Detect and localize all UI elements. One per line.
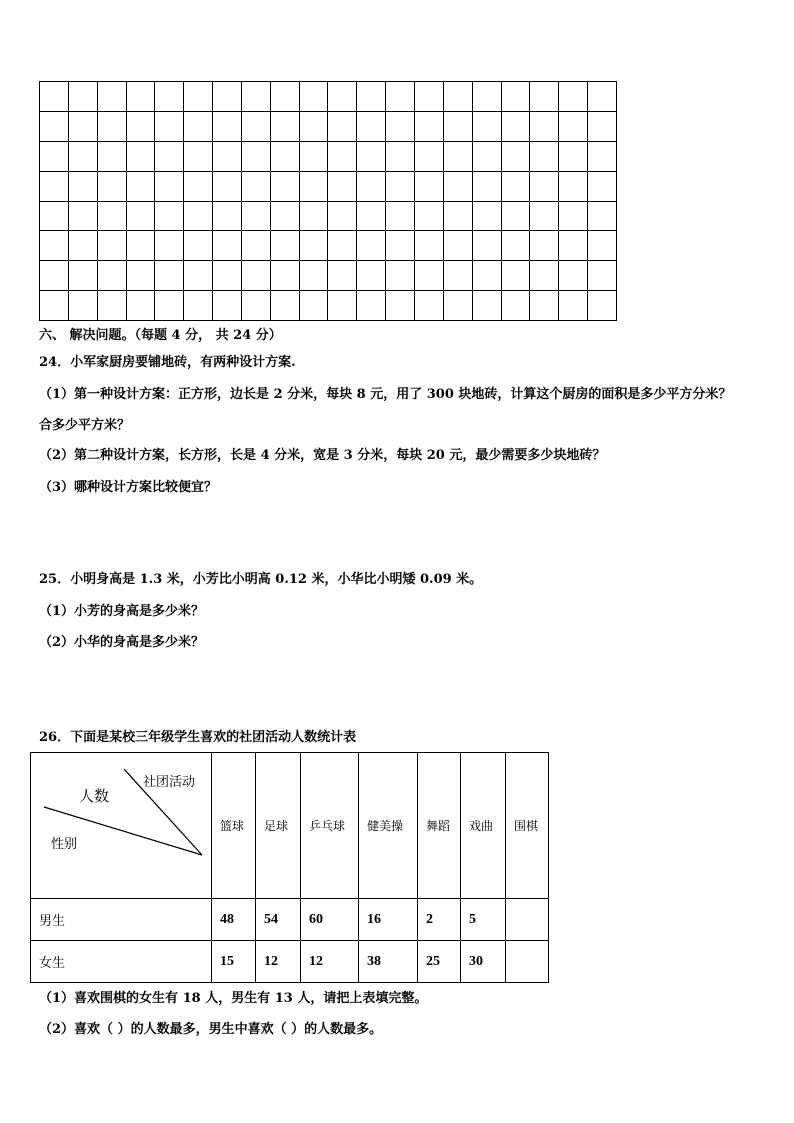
grid-cell	[241, 82, 270, 112]
grid-cell	[40, 231, 69, 261]
grid-cell	[68, 201, 97, 231]
grid-cell	[213, 261, 242, 291]
table-cell: 38	[359, 941, 418, 983]
table-row-boys	[31, 899, 549, 941]
grid-cell	[97, 141, 126, 171]
q25-part1: （1）小芳的身高是多少米？	[39, 604, 205, 619]
grid-cell	[184, 261, 213, 291]
grid-cell	[357, 261, 386, 291]
grid-cell	[386, 201, 415, 231]
table-cell: 15	[212, 941, 256, 983]
grid-cell	[68, 171, 97, 201]
grid-cell	[472, 111, 501, 141]
grid-cell	[68, 111, 97, 141]
q24-part2: （2）第二种设计方案，长方形，长是 4 分米，宽是 3 分米，每块 20 元，最少需要多少块地砖？	[39, 448, 606, 463]
grid-cell	[414, 291, 443, 321]
table-cell: 2	[418, 899, 461, 941]
grid-cell	[501, 82, 530, 112]
grid-cell	[530, 171, 559, 201]
grid-cell	[328, 82, 357, 112]
grid-cell	[357, 291, 386, 321]
grid-cell	[40, 201, 69, 231]
grid-cell	[213, 171, 242, 201]
grid-cell	[299, 201, 328, 231]
column-header: 健美操	[359, 753, 418, 899]
table-header-row	[31, 753, 549, 899]
grid-cell	[270, 231, 299, 261]
grid-cell	[241, 291, 270, 321]
grid-cell	[588, 82, 617, 112]
grid-cell	[40, 82, 69, 112]
grid-cell	[414, 141, 443, 171]
grid-cell	[40, 111, 69, 141]
grid-cell	[443, 261, 472, 291]
grid-cell	[213, 231, 242, 261]
grid-cell	[357, 141, 386, 171]
grid-cell	[559, 111, 588, 141]
grid-cell	[213, 291, 242, 321]
grid-cell	[155, 171, 184, 201]
grid-cell	[357, 231, 386, 261]
grid-cell	[299, 261, 328, 291]
column-header: 围棋	[506, 753, 549, 899]
grid-cell	[559, 231, 588, 261]
grid-cell	[443, 231, 472, 261]
grid-cell	[414, 231, 443, 261]
q25-stem: 25．小明身高是 1.3 米，小芳比小明高 0.12 米，小华比小明矮 0.09 米。	[39, 572, 483, 587]
grid-cell	[443, 82, 472, 112]
grid-row	[40, 171, 617, 201]
grid-cell	[501, 201, 530, 231]
table-cell: 25	[418, 941, 461, 983]
grid-cell	[184, 111, 213, 141]
grid-cell	[443, 201, 472, 231]
grid-cell	[559, 291, 588, 321]
grid-cell	[328, 291, 357, 321]
grid-cell	[155, 82, 184, 112]
grid-cell	[213, 201, 242, 231]
grid-cell	[386, 111, 415, 141]
grid-cell	[184, 291, 213, 321]
grid-cell	[270, 171, 299, 201]
grid-cell	[530, 141, 559, 171]
grid-cell	[126, 171, 155, 201]
grid-cell	[559, 82, 588, 112]
grid-cell	[501, 291, 530, 321]
grid-cell	[299, 141, 328, 171]
grid-cell	[530, 82, 559, 112]
grid-cell	[588, 261, 617, 291]
grid-cell	[213, 141, 242, 171]
grid-cell	[588, 201, 617, 231]
grid-cell	[40, 141, 69, 171]
grid-cell	[299, 291, 328, 321]
grid-cell	[270, 291, 299, 321]
q24-part1: （1）第一种设计方案：正方形，边长是 2 分米，每块 8 元，用了 300 块地砖，计算这个厨房的面积是多少平方分米？	[39, 387, 732, 402]
grid-cell	[299, 231, 328, 261]
grid-cell	[184, 82, 213, 112]
grid-cell	[530, 201, 559, 231]
grid-cell	[414, 82, 443, 112]
table-cell: 5	[461, 899, 506, 941]
grid-cell	[299, 111, 328, 141]
grid-cell	[241, 171, 270, 201]
grid-cell	[213, 111, 242, 141]
grid-cell	[328, 111, 357, 141]
grid-cell	[386, 141, 415, 171]
grid-cell	[184, 201, 213, 231]
grid-cell	[357, 201, 386, 231]
grid-row	[40, 291, 617, 321]
grid-cell	[270, 111, 299, 141]
grid-cell	[414, 201, 443, 231]
grid-cell	[559, 201, 588, 231]
grid-cell	[588, 111, 617, 141]
grid-cell	[443, 171, 472, 201]
table-row-girls	[31, 941, 549, 983]
q25-part2: （2）小华的身高是多少米？	[39, 635, 205, 650]
column-header: 舞蹈	[418, 753, 461, 899]
q26-part2: （2）喜欢（ ）的人数最多，男生中喜欢（ ）的人数最多。	[39, 1022, 383, 1037]
grid-cell	[588, 171, 617, 201]
grid-cell	[126, 141, 155, 171]
grid-cell	[328, 261, 357, 291]
table-cell: 12	[301, 941, 359, 983]
q24-part3: （3）哪种设计方案比较便宜？	[39, 480, 218, 495]
grid-cell	[126, 201, 155, 231]
grid-cell	[588, 231, 617, 261]
grid-cell	[270, 141, 299, 171]
grid-cell	[299, 82, 328, 112]
grid-cell	[97, 201, 126, 231]
section-heading: 六、 解决问题。（每题 4 分， 共 24 分）	[39, 328, 282, 343]
table-cell: 54	[256, 899, 301, 941]
grid-cell	[68, 261, 97, 291]
grid-cell	[97, 261, 126, 291]
grid-cell	[501, 111, 530, 141]
grid-cell	[68, 231, 97, 261]
table-cell: 60	[301, 899, 359, 941]
grid-cell	[270, 261, 299, 291]
grid-cell	[155, 111, 184, 141]
grid-row	[40, 201, 617, 231]
grid-cell	[414, 111, 443, 141]
q24-part1-cont: 合多少平方米？	[39, 418, 131, 433]
column-header: 足球	[256, 753, 301, 899]
grid-cell	[68, 82, 97, 112]
grid-cell	[270, 82, 299, 112]
diagonal-header-cell	[31, 753, 212, 899]
row-header: 女生	[31, 941, 212, 983]
grid-cell	[97, 231, 126, 261]
club-stats-table	[30, 752, 549, 983]
grid-cell	[155, 261, 184, 291]
grid-cell	[559, 171, 588, 201]
grid-cell	[443, 111, 472, 141]
grid-cell	[472, 231, 501, 261]
grid-cell	[386, 261, 415, 291]
table-cell-blank[interactable]	[506, 941, 549, 983]
grid-cell	[126, 291, 155, 321]
writing-grid	[39, 81, 617, 321]
grid-cell	[155, 291, 184, 321]
grid-cell	[559, 141, 588, 171]
row-header: 男生	[31, 899, 212, 941]
grid-cell	[241, 261, 270, 291]
grid-cell	[155, 231, 184, 261]
grid-cell	[241, 201, 270, 231]
grid-cell	[472, 201, 501, 231]
grid-row	[40, 141, 617, 171]
grid-cell	[501, 171, 530, 201]
grid-cell	[270, 201, 299, 231]
grid-cell	[530, 261, 559, 291]
table-cell: 12	[256, 941, 301, 983]
grid-cell	[241, 141, 270, 171]
grid-cell	[443, 291, 472, 321]
grid-cell	[328, 141, 357, 171]
grid-cell	[213, 82, 242, 112]
grid-row	[40, 261, 617, 291]
grid-cell	[126, 261, 155, 291]
grid-cell	[328, 201, 357, 231]
grid-cell	[97, 291, 126, 321]
grid-cell	[472, 141, 501, 171]
q26-part1: （1）喜欢围棋的女生有 18 人，男生有 13 人，请把上表填完整。	[39, 991, 428, 1006]
grid-cell	[443, 141, 472, 171]
grid-cell	[40, 261, 69, 291]
grid-cell	[126, 231, 155, 261]
table-cell: 48	[212, 899, 256, 941]
grid-cell	[414, 171, 443, 201]
q26-stem: 26．下面是某校三年级学生喜欢的社团活动人数统计表	[39, 730, 357, 745]
table-cell: 30	[461, 941, 506, 983]
grid-cell	[241, 231, 270, 261]
column-header: 乒乓球	[301, 753, 359, 899]
grid-cell	[299, 171, 328, 201]
q24-stem: 24．小军家厨房要铺地砖，有两种设计方案.	[39, 355, 296, 370]
grid-row	[40, 111, 617, 141]
grid-row	[40, 82, 617, 112]
corner-label-count: 人数	[79, 787, 110, 805]
grid-cell	[155, 201, 184, 231]
grid-cell	[501, 141, 530, 171]
grid-cell	[184, 141, 213, 171]
table-cell-blank[interactable]	[506, 899, 549, 941]
grid-cell	[472, 82, 501, 112]
grid-cell	[126, 82, 155, 112]
grid-cell	[472, 171, 501, 201]
column-header: 篮球	[212, 753, 256, 899]
grid-cell	[501, 231, 530, 261]
grid-cell	[328, 171, 357, 201]
grid-cell	[40, 171, 69, 201]
grid-cell	[126, 111, 155, 141]
grid-cell	[386, 82, 415, 112]
grid-cell	[501, 261, 530, 291]
grid-cell	[97, 82, 126, 112]
grid-cell	[328, 231, 357, 261]
grid-cell	[357, 111, 386, 141]
column-header: 戏曲	[461, 753, 506, 899]
grid-cell	[530, 111, 559, 141]
corner-label-gender: 性别	[51, 837, 78, 852]
grid-cell	[68, 141, 97, 171]
corner-label-activity: 社团活动	[143, 775, 196, 790]
grid-cell	[97, 171, 126, 201]
grid-cell	[386, 291, 415, 321]
grid-cell	[472, 291, 501, 321]
grid-cell	[357, 171, 386, 201]
grid-cell	[588, 291, 617, 321]
grid-cell	[357, 82, 386, 112]
grid-cell	[155, 141, 184, 171]
table-cell: 16	[359, 899, 418, 941]
grid-row	[40, 231, 617, 261]
grid-cell	[414, 261, 443, 291]
grid-cell	[184, 171, 213, 201]
grid-cell	[40, 291, 69, 321]
grid-cell	[472, 261, 501, 291]
grid-cell	[184, 231, 213, 261]
grid-cell	[68, 291, 97, 321]
grid-cell	[386, 231, 415, 261]
grid-cell	[97, 111, 126, 141]
grid-cell	[386, 171, 415, 201]
grid-cell	[241, 111, 270, 141]
grid-cell	[530, 291, 559, 321]
grid-cell	[559, 261, 588, 291]
grid-cell	[588, 141, 617, 171]
grid-cell	[530, 231, 559, 261]
